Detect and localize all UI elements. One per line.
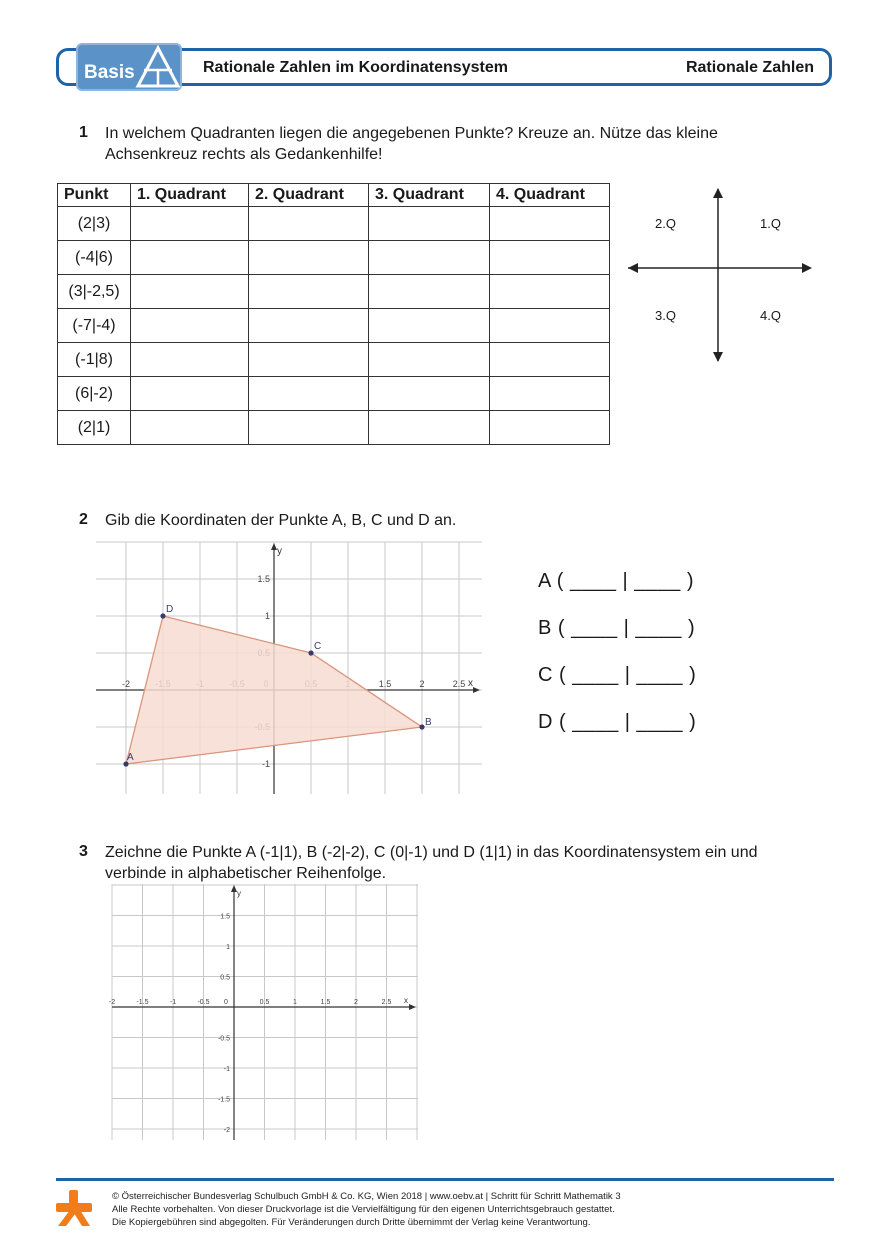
y-tick-label: 1.5 [257, 574, 270, 584]
table-row [58, 377, 610, 411]
checkbox-cell-q3[interactable] [369, 275, 490, 309]
col-header-q2: 2. Quadrant [249, 184, 369, 207]
y-tick-label: 1 [264, 611, 270, 621]
checkbox-cell-q2[interactable] [249, 411, 369, 445]
x-axis-label: x [404, 996, 408, 1005]
y-tick-label: 0.5 [220, 974, 230, 982]
x-tick-label: 2.5 [381, 999, 392, 1006]
y-tick-label: 1 [226, 944, 230, 951]
footer-line-2: Alle Rechte vorbehalten. Von dieser Druckvorlage ist die Vervielfältigung für den eigenen Unterrichtsgebrauch gestattet. [112, 1204, 615, 1215]
task-1-text [105, 123, 718, 165]
footer-line-3: Die Kopiergebühren sind abgegolten. Für Veränderungen durch Dritte übernimmt der Verlag keine Verantwortung. [112, 1217, 591, 1228]
y-tick-label: -2 [223, 1127, 230, 1134]
col-header-q1: 1. Quadrant [131, 184, 249, 207]
y-tick-label: 1.5 [220, 913, 230, 921]
x-tick-label: 2 [354, 999, 358, 1006]
x-tick-label: -1 [169, 999, 177, 1006]
x-tick-label: 1.5 [320, 999, 331, 1006]
checkbox-cell-q4[interactable] [490, 275, 610, 309]
table-row [58, 207, 610, 241]
checkbox-cell-q1[interactable] [131, 411, 249, 445]
quadrant-2-label: 2.Q [655, 216, 676, 231]
checkbox-cell-q1[interactable] [131, 275, 249, 309]
answer-line-a[interactable]: A ( ____ | ____ ) [538, 570, 695, 592]
table-row [58, 275, 610, 309]
checkbox-cell-q3[interactable] [369, 207, 490, 241]
point-label-d: D [166, 604, 174, 615]
table-row [58, 309, 610, 343]
checkbox-cell-q4[interactable] [490, 207, 610, 241]
footer-divider [56, 1178, 834, 1181]
footer-line-1: © Österreichischer Bundesverlag Schulbuch GmbH & Co. KG, Wien 2018 | www.oebv.at | Schritt für Schritt Mathematik 3 [112, 1191, 621, 1202]
y-tick-label: -1 [223, 1066, 230, 1073]
checkbox-cell-q3[interactable] [369, 343, 490, 377]
point-b [419, 724, 424, 729]
point-d [160, 613, 165, 618]
y-tick-label: -1.5 [217, 1096, 230, 1104]
point-cell: (6|-2) [58, 377, 131, 411]
checkbox-cell-q1[interactable] [131, 207, 249, 241]
x-tick-label: 1.5 [378, 679, 392, 689]
quadrant-3-label: 3.Q [655, 308, 676, 323]
point-cell: (2|3) [58, 207, 131, 241]
triangle-icon [136, 46, 180, 88]
x-axis-label: x [468, 678, 473, 689]
page-title: Rationale Zahlen im Koordinatensystem [203, 59, 508, 76]
checkbox-cell-q3[interactable] [369, 241, 490, 275]
task-3-number: 3 [79, 843, 88, 860]
x-tick-label: -2 [121, 679, 131, 689]
checkbox-cell-q4[interactable] [490, 241, 610, 275]
x-tick-label: -2 [108, 999, 116, 1006]
coordinate-plot-task-3[interactable] [108, 884, 418, 1140]
checkbox-cell-q2[interactable] [249, 241, 369, 275]
checkbox-cell-q4[interactable] [490, 343, 610, 377]
checkbox-cell-q2[interactable] [249, 343, 369, 377]
point-cell: (-1|8) [58, 343, 131, 377]
table-row [58, 241, 610, 275]
y-tick-label: -0.5 [217, 1035, 230, 1043]
x-tick-label: 0 [224, 999, 228, 1006]
quadrant-4-label: 4.Q [760, 308, 781, 323]
x-tick-label: 2.5 [452, 679, 466, 689]
task-1-text-line1: In welchem Quadranten liegen die angegebenen Punkte? Kreuze an. Nütze das kleine [105, 125, 718, 142]
checkbox-cell-q1[interactable] [131, 343, 249, 377]
point-label-c: C [314, 641, 322, 652]
task-3-text-line2: verbinde in alphabetischer Reihenfolge. [105, 865, 387, 882]
table-row [58, 343, 610, 377]
x-tick-label: -1.5 [136, 999, 149, 1006]
col-header-q3: 3. Quadrant [369, 184, 490, 207]
quadrant-table [57, 183, 610, 445]
x-axis-arrow [473, 687, 480, 693]
x-tick-label: -0.5 [197, 999, 210, 1006]
answer-line-b[interactable]: B ( ____ | ____ ) [538, 617, 696, 639]
x-tick-label: 2 [419, 679, 425, 689]
task-3-text [105, 842, 758, 884]
point-c [308, 650, 313, 655]
checkbox-cell-q2[interactable] [249, 275, 369, 309]
table-row [58, 411, 610, 445]
footer-copyright [112, 1190, 621, 1229]
checkbox-cell-q2[interactable] [249, 309, 369, 343]
x-tick-label: 1 [293, 999, 297, 1006]
checkbox-cell-q1[interactable] [131, 309, 249, 343]
point-label-a: A [127, 752, 134, 763]
quadrant-helper-axes [620, 185, 820, 365]
topic-label: Rationale Zahlen [685, 59, 814, 76]
point-label-b: B [425, 717, 432, 728]
checkbox-cell-q1[interactable] [131, 241, 249, 275]
y-axis-label: y [277, 546, 282, 557]
quadrant-1-label: 1.Q [760, 216, 781, 231]
publisher-logo-icon [56, 1190, 92, 1226]
checkbox-cell-q2[interactable] [249, 377, 369, 411]
task-3-text-line1: Zeichne die Punkte A (-1|1), B (-2|-2), C (0|-1) und D (1|1) in das Koordinatensystem ein und [105, 844, 758, 861]
point-cell: (-7|-4) [58, 309, 131, 343]
answer-line-c[interactable]: C ( ____ | ____ ) [538, 664, 697, 686]
x-tick-label: 0.5 [259, 999, 270, 1006]
answer-line-d[interactable]: D ( ____ | ____ ) [538, 711, 697, 733]
point-cell: (3|-2,5) [58, 275, 131, 309]
y-tick-label: -1 [261, 759, 270, 769]
coordinate-plot-task-2 [96, 542, 482, 794]
task-1-text-line2: Achsenkreuz rechts als Gedankenhilfe! [105, 146, 383, 163]
checkbox-cell-q2[interactable] [249, 207, 369, 241]
point-cell: (-4|6) [58, 241, 131, 275]
col-header-q4: 4. Quadrant [490, 184, 610, 207]
task-2-number: 2 [79, 511, 88, 528]
level-badge-label: Basis [84, 62, 135, 83]
y-axis-label: y [237, 889, 241, 898]
task-1-number: 1 [79, 124, 88, 141]
checkbox-cell-q1[interactable] [131, 377, 249, 411]
checkbox-cell-q4[interactable] [490, 411, 610, 445]
checkbox-cell-q3[interactable] [369, 411, 490, 445]
point-cell: (2|1) [58, 411, 131, 445]
checkbox-cell-q4[interactable] [490, 309, 610, 343]
table-header-row [58, 184, 610, 207]
task-2-text: Gib die Koordinaten der Punkte A, B, C und D an. [105, 512, 457, 529]
checkbox-cell-q3[interactable] [369, 309, 490, 343]
col-header-point: Punkt [58, 184, 131, 207]
checkbox-cell-q3[interactable] [369, 377, 490, 411]
x-axis-arrow [409, 1004, 416, 1010]
checkbox-cell-q4[interactable] [490, 377, 610, 411]
